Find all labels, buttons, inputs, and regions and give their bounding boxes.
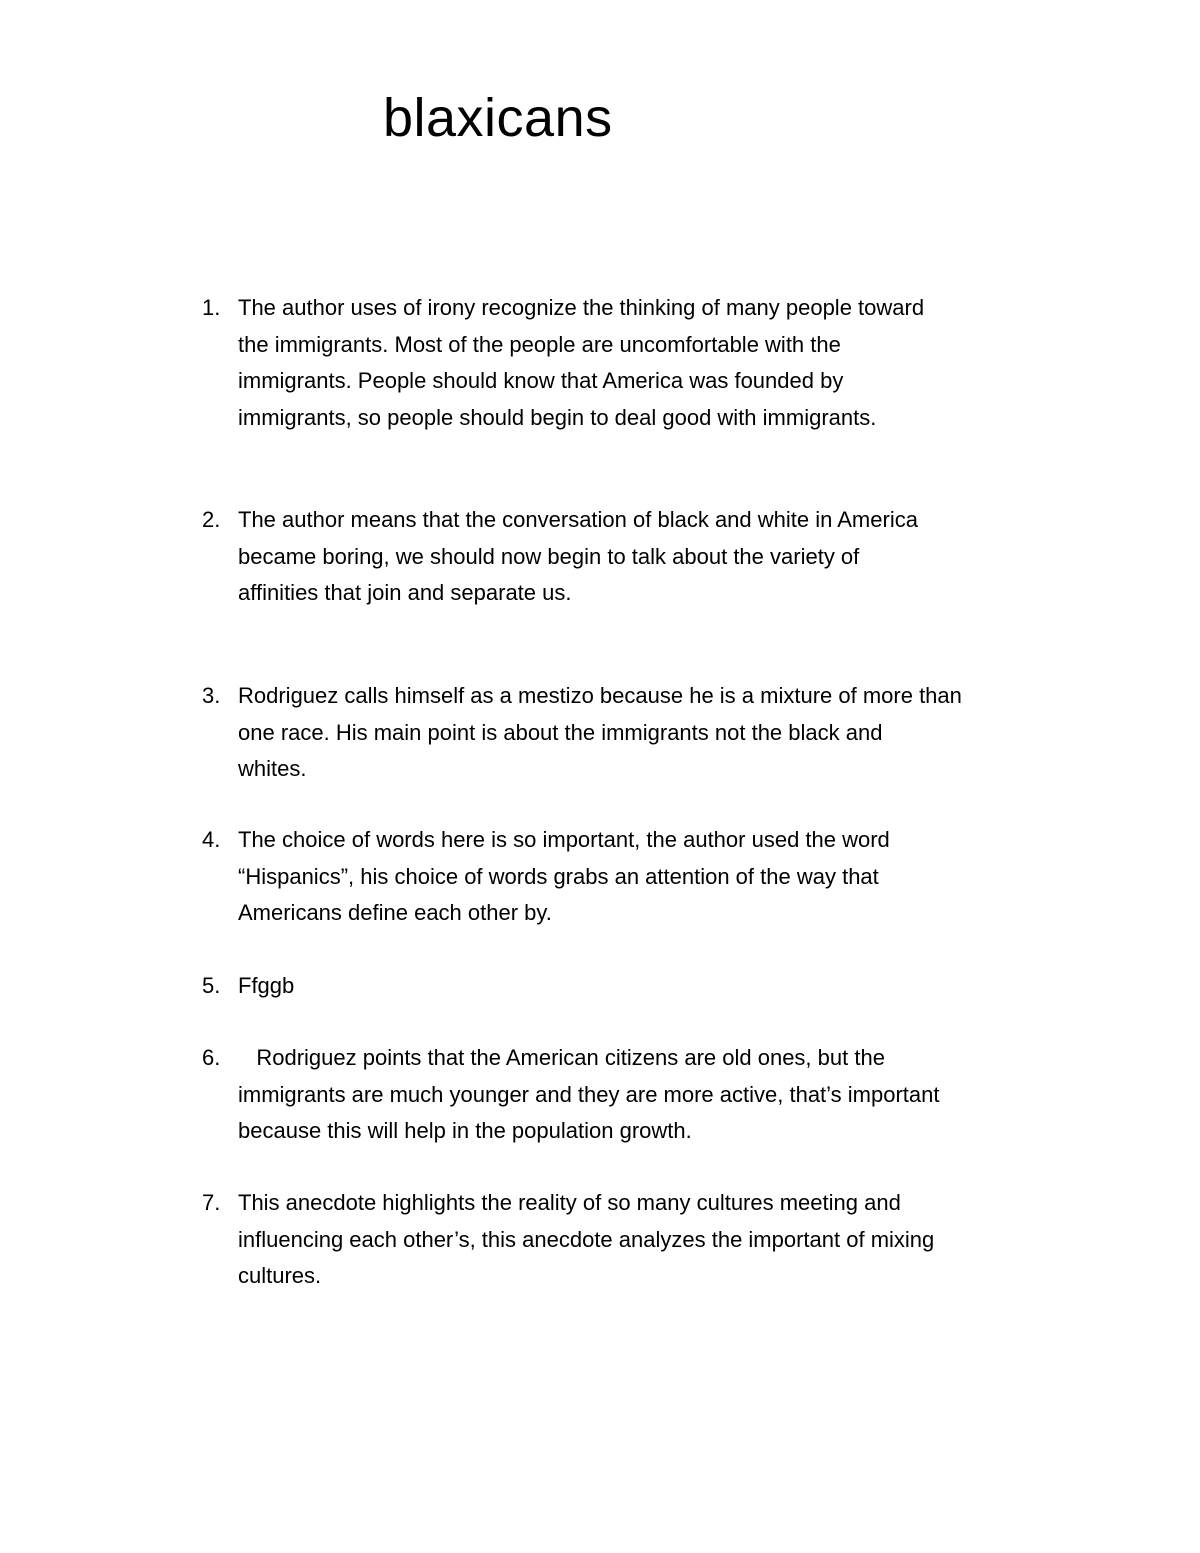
list-item-text — [238, 968, 1068, 1005]
list-item-line: Americans define each other by. — [238, 900, 552, 925]
list-item-line: immigrants. People should know that America was founded by — [238, 368, 844, 393]
list-item-text — [238, 1040, 1068, 1150]
list-item-line: Rodriguez points that the American citizens are old ones, but the — [238, 1045, 885, 1070]
list-item-line: because this will help in the population growth. — [238, 1118, 692, 1143]
list-item-line: immigrants are much younger and they are more active, that’s important — [238, 1081, 940, 1107]
list-item-text — [238, 502, 1068, 612]
list-item-line: became boring, we should now begin to talk about the variety of — [238, 543, 860, 569]
list-item-line: immigrants, so people should begin to deal good with immigrants. — [238, 404, 877, 430]
list-item-line: whites. — [238, 756, 307, 781]
list-item-number: 4. — [202, 827, 221, 852]
list-item-number: 2. — [202, 507, 221, 532]
list-item-text — [238, 678, 1068, 788]
list-item-line: one race. His main point is about the immigrants not the black and — [238, 719, 883, 745]
list-item-number: 5. — [202, 973, 221, 998]
list-item-line: the immigrants. Most of the people are uncomfortable with the — [238, 331, 841, 357]
list-item-line: The choice of words here is so important, the author used the word — [238, 827, 890, 852]
list-item-text — [238, 1185, 1068, 1295]
document-title: blaxicans — [383, 88, 613, 148]
list-item-text — [238, 290, 1068, 436]
list-item-line: The author means that the conversation of black and white in America — [238, 507, 918, 532]
list-item-line: cultures. — [238, 1263, 322, 1288]
list-item-number: 1. — [202, 295, 221, 320]
list-item-number: 7. — [202, 1190, 221, 1215]
list-item-line: influencing each other’s, this anecdote analyzes the important of mixing — [238, 1226, 935, 1252]
list-item-line: This anecdote highlights the reality of so many cultures meeting and — [238, 1190, 901, 1215]
list-item-line: The author uses of irony recognize the thinking of many people toward — [238, 295, 925, 320]
list-item-line: Ffggb — [238, 973, 295, 998]
list-item-number: 6. — [202, 1045, 221, 1070]
list-item-line: Rodriguez calls himself as a mestizo because he is a mixture of more than — [238, 683, 962, 708]
list-item-line: affinities that join and separate us. — [238, 580, 572, 605]
list-item-text — [238, 822, 1068, 932]
list-item-number: 3. — [202, 683, 221, 708]
list-item-line: “Hispanics”, his choice of words grabs an attention of the way that — [238, 863, 879, 889]
